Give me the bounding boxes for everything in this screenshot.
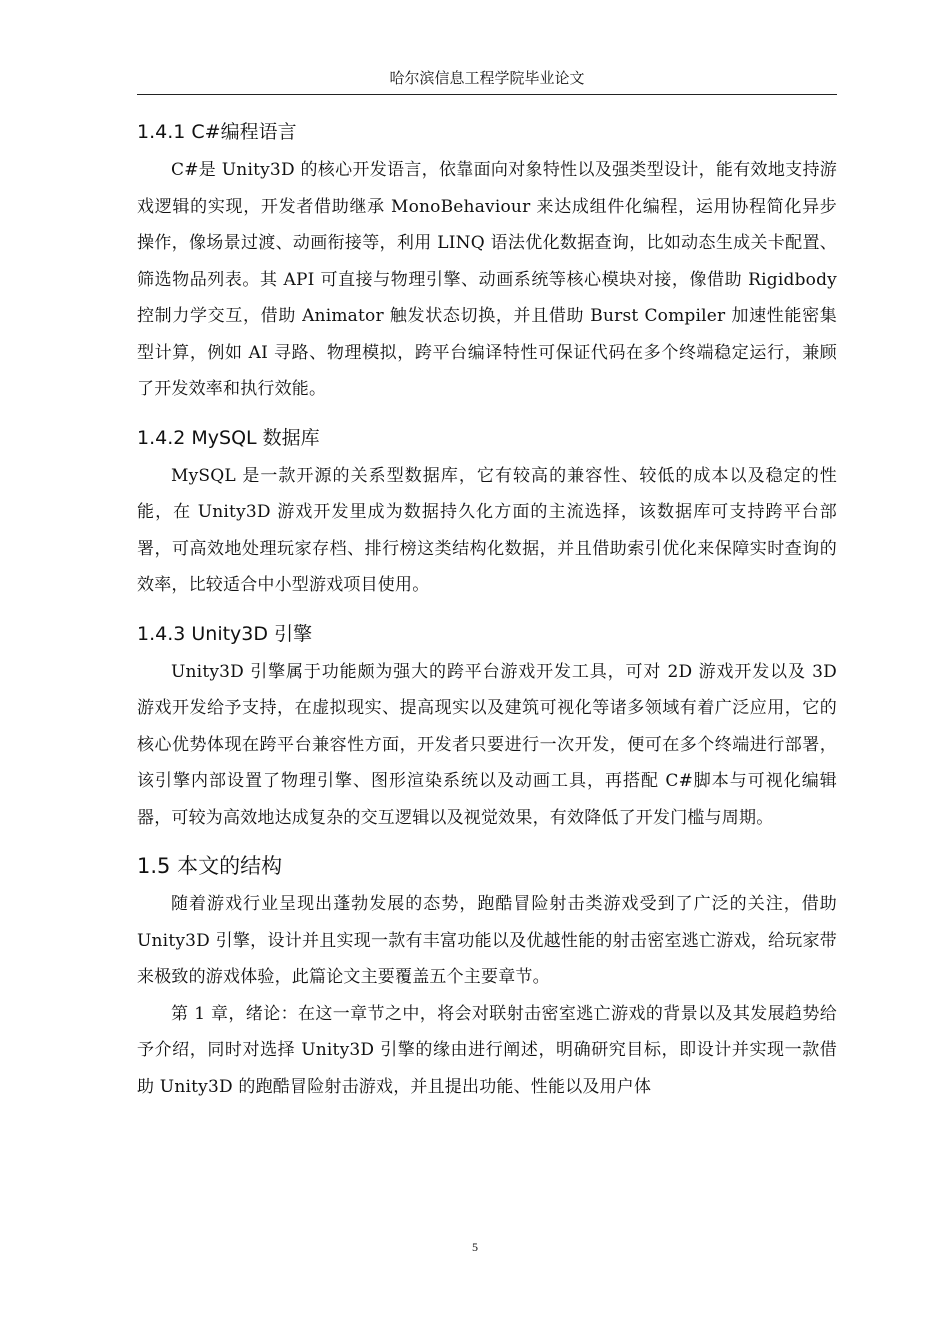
section-heading-1-4-2: 1.4.2 MySQL 数据库 [137, 426, 320, 449]
page-number: 5 [472, 1240, 478, 1254]
paragraph-chapter-1: 第 1 章，绪论：在这一章节之中，将会对联射击密室逃亡游戏的背景以及其发展趋势给予介绍，同时对选择 Unity3D 引擎的缘由进行阐述，明确研究目标，即设计并实现一款借助 Unity3D 的跑酷冒险射击游戏，并且提出功能、性能以及用户体 [137, 1003, 837, 1097]
document-body [137, 112, 837, 1105]
paragraph-mysql: MySQL 是一款开源的关系型数据库，它有较高的兼容性、较低的成本以及稳定的性能，在 Unity3D 游戏开发里成为数据持久化方面的主流选择，该数据库可支持跨平台部署，可高效地处理玩家存档、排行榜这类结构化数据，并且借助索引优化来保障实时查询的效率，比较适合中小型游戏项目使用。 [137, 465, 837, 595]
paragraph-unity3d: Unity3D 引擎属于功能颇为强大的跨平台游戏开发工具，可对 2D 游戏开发以及 3D 游戏开发给予支持，在虚拟现实、提高现实以及建筑可视化等诸多领域有着广泛应用，它的核心优势体现在跨平台兼容性方面，开发者只要进行一次开发，便可在多个终端进行部署，该引擎内部设置了物理引擎、图形渲染系统以及动画工具，再搭配 C#脚本与可视化编辑器，可较为高效地达成复杂的交互逻辑以及视觉效果，有效降低了开发门槛与周期。 [137, 661, 837, 828]
section-heading-1-4-1: 1.4.1 C#编程语言 [137, 121, 297, 143]
page-header: 哈尔滨信息工程学院毕业论文 [137, 66, 837, 95]
paragraph-csharp: C#是 Unity3D 的核心开发语言，依靠面向对象特性以及强类型设计，能有效地支持游戏逻辑的实现，开发者借助继承 MonoBehaviour 来达成组件化编程，运用协程简化异步操作，像场景过渡、动画衔接等，利用 LINQ 语法优化数据查询，比如动态生成关卡配置、筛选物品列表。其 API 可直接与物理引擎、动画系统等核心模块对接，像借助 Rigidbody 控制力学交互，借助 Animator 触发状态切换，并且借助 Burst Compiler 加速性能密集型计算，例如 AI 寻路、物理模拟，跨平台编译特性可保证代码在多个终端稳定运行，兼顾了开发效率和执行效能。 [137, 160, 837, 399]
section-heading-1-5: 1.5 本文的结构 [137, 854, 283, 878]
section-heading-1-4-3: 1.4.3 Unity3D 引擎 [137, 622, 313, 645]
paragraph-structure-intro: 随着游戏行业呈现出蓬勃发展的态势，跑酷冒险射击类游戏受到了广泛的关注，借助 Unity3D 引擎，设计并且实现一款有丰富功能以及优越性能的射击密室逃亡游戏，给玩家带来极致的游戏体验，此篇论文主要覆盖五个主要章节。 [137, 894, 837, 987]
